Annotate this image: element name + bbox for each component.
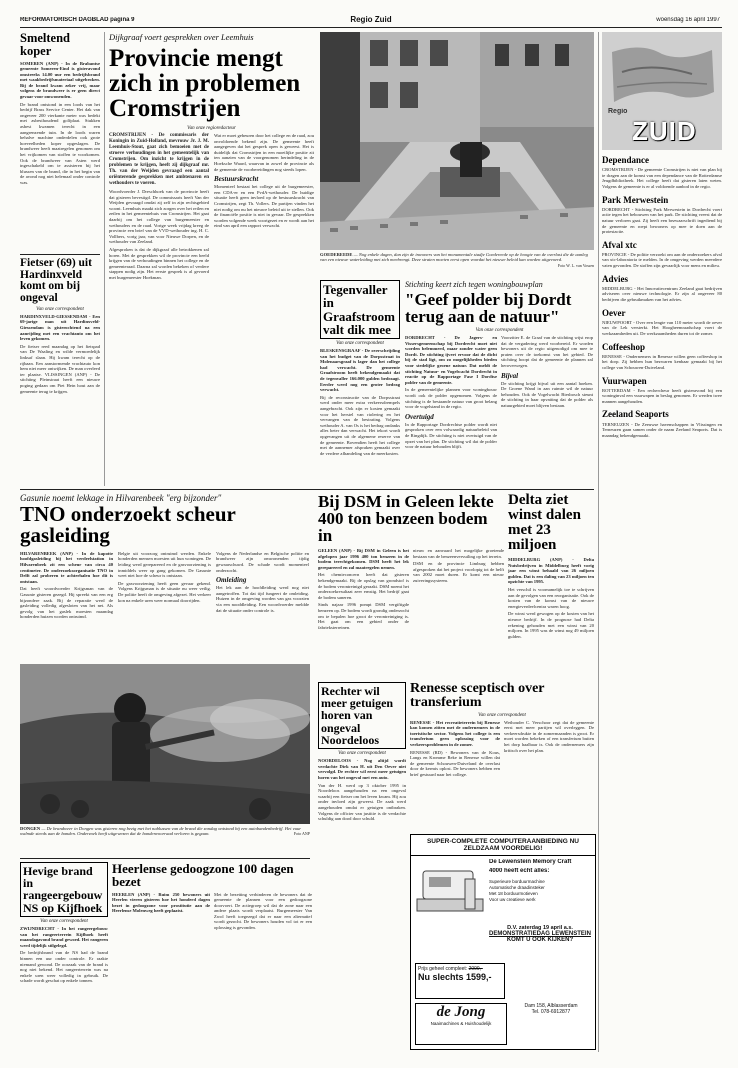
photo-credit: Foto ANP [293,831,310,837]
body: Het lek aan de hoofdleiding werd nog niet aangetroffen. Tot dat tijd fungeert de omleiding. Huizen in de omgeving worden van gas voorzien via een nooddleiding. Een woordvoerder meldde dat de situatie onder controle is. [216,585,309,613]
lead: HEERLEN (ANP) - Ruim 250 bewoners uit Heerlen vieren gisteren hoe het honderd dagen bezet in gedoogzone voor prostitutie aan de Heerlense Molenweg heeft geplaatst. [112,891,210,914]
body: Belgie uit voorzorg ontruimd werden. Enkele honderden mensen moesten uit hun woningen. De leiding werd gerepareerd en de gasvoorziening is inmiddels weer op gang gekomen. De Gasunie weet niet hoe de scheur is ontstaan. [118,550,211,579]
ad-feature: Voor uw creatieve werk [489,897,536,902]
sewing-machine-image [415,859,485,919]
lead: RENESSE - Het recreatieterrein bij Renesse kan komen zitten met de ondernemers in de toeristische sector. Volgens het college is een transferium geen oplossing voor de verkeersproblemen in de zomer. [410,719,500,747]
lead: NOORDELOOS - Nog altijd wordt verdachte Dirk van H. uit Den Oever niet vervolgd. De rechter wil eerst meer getuigen horen van het ongeval met een auto. [318,758,406,780]
subhead: Bijval [501,371,519,380]
headline: "Geef polder bij Dordt terug aan de natuur" [405,290,572,326]
body: Van der H. werd op 3 oktober 1995 in Noordeloos aangehouden na een ongeval waarbij een fietser om het leven kwam. Hij zou onder invloed zijn geweest. De zaak werd aangehouden omdat er getuigen ontbraken. Volgens de officier van justitie is de verdachte schuldig aan dood door schuld. [318,782,406,822]
article-smeltend-koper [20,32,100,252]
ad-price-box [415,963,505,999]
divider [20,858,310,859]
lead: HARDINXVELD-GIESSENDAM - Een 69-jarige man uit Hardinxveld-Giessendam is gisterochtend na een aanrijding met een vrachtauto om het leven gekomen. [20,313,100,342]
body: Met de bezetting verhinderen de bewoners dat de gemeente de plannen voor een gedoogzone doorvoert. De actiegroep wil dat de zone naar een andere plaats wordt verplaatst. Burgemeester Van Zwol heeft toegezegd dat er naar een alternatief wordt gezocht. De bewoners houden vol tot er een oplossing is gevonden. [214,891,312,931]
body: De brand ontstond in een loods van het bedrijf Brass Service Center. Het dak van ongeveer 200 vierkante meter was bedekt met asbesthoudend golfplaat. Stukken asbest kwamen terecht in een aangrenzende tuin. In de loods waren behalve machine onderdelen ook grote hoeveelheden koper opgeslagen. De brandweer heeft maatregelen genomen om het vrijkomen van stoffen te voorkomen. Ook de brandweer van Asten werd ingeschakeld om te assisteren bij het blussen van de brand, die in het begin van de avond nog niet helemaal onder controle was. [20,101,100,185]
photo-caption: GOEDEREEDE — Nog enkele dagen, dan zijn de inwoners van het monumentale stadje Goedereede op de hoogte van de overlast die de aanleg van een nieuwe waterleiding met zich meebrengt. Deze straten moeten eerst open voordat het nieuwe beleid kan worden uitgevoerd. Foto W. L. van Vossen [320,252,594,268]
ad-price-now-label: Nu slechts [418,972,464,982]
brief-title: Afval xtc [602,239,637,250]
ad-store-tag: Naaimachines & Huishoudelijk [430,1021,492,1026]
lead: MIDDELBURG (ANP) - Delta Nutsbedrijven in Middelburg heeft vorig jaar een winst behaald van 26 miljoen gulden. Dat is een daling van 23 miljoen ten opzichte van 1995. [508,557,594,585]
brief-body: TERNEUZEN - De Zeeuwse havenschappen in Vlissingen en Terneuzen gaan samen onder de naam Zeeland Seaports. Dat is maandag bekendgemaakt. [602,421,722,438]
divider [20,254,100,255]
brief-title: Dependance [602,155,649,165]
article-rechter [318,682,406,902]
ad-demo-label: D.V. zaterdag 19 april a.s. [507,925,573,931]
byline: Van onze correspondent [336,341,384,346]
article-heerlense [112,862,312,1052]
ad-feature: Superieure borduurmachine [489,879,545,884]
brief-body: PROVINCIE - De politie verzoekt om aan de onderzoekers afval van xtc-laboratoria te melden. In de omgeving werden meerdere vaten gevonden. De stoffen zijn gevaarlijk voor mens en milieu. [602,251,722,269]
body: Wethouder C. Verschoor zegt dat de gemeente eerst met meer partijen wil overleggen. De verkeersdrukte in de zomermaanden is groot. Er moet worden bekeken of een transferium buiten het dorp haalbaar is. Ook de ondernemers zijn kritisch over het plan. [504,719,594,753]
regio-logo [602,32,722,150]
byline: Van onze regioredacteur [187,126,236,131]
body: RENESSE (RD) - Bewoners van de Kous, Langs en Kromme Reke in Renesse willen dat de gemeente Schouwen-Duiveland de overlast door de kermis oplost. De bewoners hebben een brief gestuurd naar het college. [410,749,500,777]
ad-header: SUPER-COMPLETE COMPUTERAANBIEDING NU ZELDZAAM VOORDELIG! [411,835,595,856]
body: Momenteel bestaat het college uit de burgemeester, een CDA-er en een PvdA-wethouder. De huidige situatie heeft geen invloed op de bestuurskracht van Cromstrijen, zegt Th. Vollers. De partijen vinden het niet nodig om nu het nieuwe beleid uit te stellen. Ook de financiële positie is niet in gevaar. De gesprekken worden volgende week voortgezet en er wordt aan het eind van april een rapport verwacht. [214,184,314,229]
lead: SOMEREN (ANP) - In de Brabantse gemeente Someren-Eind is gisteravond omstreeks 14.00 uur een bedrijfsbrand met waakbedrijfsmateriaal uitgebroken. Bij de brand kwam zeker vrij, maar volgens de brandweer is er geen direct gevaar voor omwonenden. [20,60,100,100]
section-title: Regio Zuid [350,15,392,24]
brief-body: DORDRECHT - Stichting Park Merwestein in Dordrecht voert actie tegen het bebouwen van het park. De stichting vreest dat de natuur verloren gaat. Zij heeft een bezwaarschrift ingediend bij de gemeente en roept bewoners op mee te doen aan de protestactie. [602,206,722,235]
lead: BLESKENSGRAAF - De overschrijding van het budget van de Dorpsstraat in Molenaarsgraaf is lager dan het college had verwacht. De gemeente Graafstroom heeft bekendgemaakt dat de tegenvaller 166.000 gulden bedraagt. Eerder werd nog een groter bedrag verwacht. [320,348,400,393]
caption-place: DONGEN [20,826,41,831]
body: Dat heeft woordvoerder Krijgsman van de Gasunie gisteren gezegd. Hij spreekt van een erg bijzondere zaak. Bij de reparatie werd de gasleiding volledig afgesloten van het net. Als gevolg van het gaslek moesten maandag honderden huizen worden ontruimd. [20,586,113,620]
photo-caption: DONGEN — De brandweer in Dongen was gisteren nog bezig met het nablussen van de brand die zondag ontstond bij een autobandenbedrijf. Het vuur walmde steeds aan de banden. Onderzoek heeft uitgewezen dat de bandenvoorraad verloren is gegaan. Foto ANP [20,826,310,837]
lead: CROMSTRIJEN - De commissaris der Koningin in Zuid-Holland, mevrouw Jr. J. M. Leemhuis-Stout, gaat zich bemoeien met de stroeve verhoudingen in het gemeentelijk van Cromstrijen. Om inzicht te krijgen in de problemen te krijgen, heeft zij dijkgraaf mr. Th. van der Weijden gevraagd een aantal oriënterende gesprekken met ambtenaren en wethouders te voeren. [109,133,209,186]
ad-feature: Met 18 borduurmotieven [489,891,538,896]
subhead: Bestuurskracht [214,175,259,184]
ad-store [415,1003,507,1045]
body: Afgesproken is dat de dijkgraaf alle betrokkenen zal horen. Met de gesprekken wil de provincie een beeld krijgen van de verhoudingen binnen het college en de gemeenteraad. Daarna zal worden bekeken of verdere stappen nodig zijn. Het eerste gesprek is al gevoerd met burgemeester Hoekman. [109,246,209,280]
brief-body: CROMSTRIJEN - De gemeente Cromstrijen is niet van plan bij te dragen aan de komst van een dependance van de Rotterdamse Jeugdbibliotheek. Het college heeft dat gisteren laten weten. Volgens de gemeente is er al voldoende aanbod in de regio. [602,167,722,189]
brief-body: MIDDELBURG - Het Innovatiecentrum Zeeland gaat bedrijven adviseren over nieuwe technologie. Er zijn al ongeveer 80 bedrijven die gebruikmaken van het advies. [602,285,722,302]
ad-store-name: de Jong [436,1004,486,1020]
divider [598,32,599,1052]
article-delta [508,493,594,679]
ad-store-line1: De Lewenstein Memory Craft [489,859,572,865]
body: Wat er moet gebeuren door het college en de raad, zou onvoldoende bekend zijn. De gemeente heeft aangegeven dat het gesprek open is geweest. Het is duidelijk dat Cromstrijen in een moeilijke positie zit ten aanzien van de voorgenomen herindeling in de Hoeksche Waard, waarvan in zowel de provincie als de gemeente de voorbereidingen nog steeds lopen. [214,133,314,172]
ad-demo [489,925,591,959]
logo-wordmark: ZUID [632,116,697,146]
subhead: Omleiding [216,576,247,585]
news-briefs [602,154,722,1054]
ad-price-label: Prijs geheel compleet: [418,966,468,972]
divider [104,32,105,486]
body: Woordvoerder J. Dreschhoek van de provincie heeft dat gisteren bevestigd. De commissaris heeft Van der Weijden gevraagd omdat zij zelf in zijn rechtsgebied woont. Leemhuis maakt zich zorgen over het reilen en zeilen in het gemeentehuis van Cromstrijen. Het gaat daarbij om het college van burgemeester en wethouders en de raad. Vorige week vrijdag kreeg de provincie een brief van de VVD-wethouder ing. H. C. Vollbers, vorig jaar, van voor Nieuwe Dorpen, en de wethouder van Zeeland. [109,189,209,245]
body: De stichting krijgt bijval uit een aantal hoeken. De Groene Wand in aan ruimte wil de natuur behouden. Ook de Vogelwacht Biesbosch steunt de stichting in haar opvatting dat de polder als natuurgebied moet blijven bestaan. [501,380,593,408]
byline: Van onze correspondent [475,328,524,333]
article-renesse [410,682,594,830]
headline: Rechter wil meer getuigen horen van ongeval Noordeloos [321,684,394,747]
body: DSM en de provincie Limburg hebben afgesproken dat het project voorlopig tot de helft van 2002 moet duren. Er komt een nieuw zuiveringssysteem. [413,561,504,583]
body: In de gemeentelijke plannen voor woningbouw wordt ook de polder opgenomen. Volgens de stichting is de bestaande natuur van groot belang voor de vogelstand in de regio. [405,387,497,410]
logo-region: Regio [608,108,628,115]
ad-address-line: Dam 158, Alblasserdam [524,1003,578,1009]
headline: Provincie mengt zich in problemen Cromstrijen [109,45,301,122]
byline: Van onze correspondent [338,751,386,757]
brief-title: Vuurwapen [602,375,647,386]
body: Volgens de Nederlandse en Belgische politie en brandweer zijn omwonenden tijdig gewaarschuwd. De schade wordt momenteel onderzocht. [216,550,309,573]
kicker: Gasunie noemt lekkage in Hilvarenbeek "erg bijzonder" [20,493,222,503]
street-scene-image [320,32,594,250]
subhead: Overtuigd [405,412,434,421]
headline: TNO onderzoekt scheur gasleiding [20,502,236,548]
lead: HILVARENBEEK (ANP) - In de kapotte hoofdgasleiding bij het verdeelstation in Hilvarenbeek zit een scheur van circa 40 centimeter. De onderzoeksorganisatie TNO in Delft zal proberen te achterhalen hoe dit is ontstaan. [20,550,113,584]
fire-scene-image [20,664,310,824]
byline: Van onze correspondent [478,712,526,718]
body: De fietser reed maandag op het fietspad van De Waaling en wilde vermoedelijk linksaf slaan. Hij kwam terecht op de rijbaan. Een aanstormende vrachtauto kon hem niet meer ontwijken. De man overleed ter plaatse. VLISSINGEN (ANP) - De stichting Pleinstraat heeft een nieuwe poging gedaan om Piet Hein hout aan de gemeente terug te krijgen. [20,343,100,394]
headline: Hevige brand in rangeergebouw NS op Kijfhoek [23,864,103,915]
brief-title: Zeeland Seaports [602,409,669,420]
byline: Van onze correspondent [40,918,88,924]
ad-features [489,879,591,919]
brief-title: Coffeeshop [602,341,645,352]
brief-title: Advies [602,273,629,284]
headline: Renesse sceptisch over transferium [410,682,545,711]
masthead-date: woensdag 16 april 1997 [656,17,720,23]
divider [20,489,594,490]
article-tno [20,493,310,661]
caption-place: GOEDEREEDE [320,252,353,257]
article-cromstrijen [109,32,314,486]
body: In de Rapportage Dordrechtse polder wordt niet gesproken over een volwaardig natuurbeleid van de Ringdijk. De stichting is niet overtuigd van de opzet van het plan. De stichting wil dat de polder voor de natuur behouden blijft. [405,421,497,450]
ad-price-was: 2099,- [468,966,483,972]
headline: Fietser (69) uit Hardinxveld komt om bij ongeval [20,258,92,305]
headline: Smeltend koper [20,32,70,58]
kicker: Dijkgraaf voert gesprekken over Leemhuis [109,32,254,42]
article-polder-dordt [405,280,594,486]
brief-title: Park Merwestein [602,194,669,205]
body: Sinds najaar 1996 pompt DSM vergiftigde benzeen op. De bodem wordt grondig onderzocht om te bepalen hoe groot de verontreiniging is. Het gaat om een gebied onder de fabrieksterreinen. [318,602,409,630]
lead: GELEEN (ANP) - Bij DSM in Geleen is het afgelopen jaar 1996 400 ton benzeen in de bodem terechtgekomen. DSM heeft het lek gerepareerd en zal maatregelen nemen. [318,548,409,570]
ad-feature: Automatische draadinsteker [489,885,545,890]
body: Voorzitter E. de Graaf van de stichting wijst erop dat de vergadering werd voorbereid. Er worden bewoners uit de regio uitgenodigd om mee te praten over de toekomst van het gebied. De stichting hoopt dat de gemeente de plannen zal heroverwegen. [501,335,593,368]
body: Het chemieconcern heeft dat gisteren bekendgemaakt. Bij de opslag van grondstof is de bodem verontreinigd geraakt. DSM noemt het onderzoekresultaat zeer ernstig. Het bedrijf gaat de bodem saneren. [318,572,409,600]
lead: DORDRECHT - De Jagers- en Vissersgemeenschap bij Dordrecht moet niet worden belemmerd, maar zonder water geen Dordt. De stichting ijvert ervoor dat de dicht bij de stad ligt, om zo mogelijkheden bieden voor stedelijke groene natuur. Dat meldt de stichting Natuur- en Vogelwacht Dordrecht in reactie op de Rapportage Fase I Dordtse polder van de gemeente. [405,335,497,385]
kicker: Stichting keert zich tegen woningbouwplan [405,280,543,289]
ad-demo-title: DEMONSTRATIEDAG LEWENSTEIN [489,931,591,937]
body: Bij de reconstructie van de Dorpsstraat werd onder meer extra verkeersdrempels aangebracht. Ook zijn er kosten gemaakt voor het herstel van riolering en het vervangen van de bestrating. Volgens wethouder A. van Os is het bedrag ondanks alles beter dan verwacht. Het tekort wordt opgevangen uit de algemene reserve van de gemeente. Bovendien heeft het college met de aannemer afspraken gemaakt over de verdere afhandeling van de meerkosten. [320,394,400,456]
photo-dongen [20,664,310,824]
article-tegenvaller [320,280,400,486]
headline: Delta ziet winst dalen met 23 miljoen [508,493,581,553]
ad-store-line2: 4000 heeft echt alles: [489,868,550,874]
sewing-machine-icon [415,859,485,919]
ad-price-now: 1599,- [466,972,492,982]
caption-text: De brandweer in Dongen was gisteren nog bezig met het nablussen van de brand die zondag ontstond bij een autobandenbedrijf. Het vuur walmde steeds aan de banden. Onderzoek heeft uitgewezen dat de bandenvoorraad verloren is gegaan. [20,826,302,837]
brief-title: Oever [602,307,626,318]
byline: Van onze correspondent [36,306,84,312]
ad-phone: Tel. 078-6912877 [531,1009,571,1015]
body: De gasvoorziening heeft geen gevaar gekend. Volgens Krijgsman is de situatie nu weer veilig. De politie heeft de omgeving afgezet. Het verkeer kon na enkele uren weer normaal doorrijden. [118,580,211,603]
headline: Bij DSM in Geleen lekte 400 ton benzeen bodem in [318,493,494,545]
article-dsm [318,493,504,679]
brief-body: RENESSE - Ondernemers in Renesse willen geen coffeeshop in het dorp. Zij hebben hun bezwaren kenbaar gemaakt bij het college van Schouwen-Duiveland. [602,353,722,370]
advertisement [410,834,596,1050]
brief-body: ROTTERDAM - Een rechercheur heeft gisteravond bij een woninginval een vuurwapen in beslag genomen. Er werden twee mannen aangehouden. [602,387,722,404]
header-rule [20,27,722,28]
body: De bedrijfsbrand van de NS had de brand binnen een uur onder controle. Er raakte niemand gewond. De oorzaak van de brand is nog niet bekend. Het rangeerterrein was na enkele uren weer volledig in gebruik. De schade wordt geschat op enkele tonnen. [20,950,108,984]
photo-credit: Foto W. L. van Vossen [557,262,594,268]
caption-text: Nog enkele dagen, dan zijn de inwoners van het monumentale stadje Goedereede op de hoogte van de overlast die de aanleg van een nieuwe waterleiding met zich meebrengt. Deze straten moeten eerst open voordat het nieuwe beleid kan worden uitgevoerd. [320,252,588,263]
article-fietser [20,258,100,486]
photo-goedereede [320,32,594,250]
headline: Tegenvaller in Graafstroom valt dik mee [323,282,395,337]
brief-body: NIEUWPOORT - Over een lengte van 110 meter wordt de oever van de Lek versterkt. Het Hoogheemraadschap voert de werkzaamheden uit. De werkzaamheden duren tot de zomer. [602,319,722,336]
ad-demo-sub: KOMT U OOK KIJKEN? [506,937,574,943]
body: nieuw en aanvaard het mogelijke groeiende bestaan van de benzeenvervuiling op het terrein. [413,548,504,559]
headline: Heerlense gedoogzone 100 dagen bezet [112,862,294,890]
article-hevige-brand [20,862,108,1052]
body: De winst werd gewogen op de kosten van het nieuwe bedrijf. In de prognose had Delta rekening gehouden met een winst van 20 miljoen. In 1995 was de winst nog 49 miljoen gulden. [508,611,594,639]
ad-address [511,1003,591,1043]
lead: ZWIJNDRECHT - In het rangeergebouw van het rangeerterrein Kijfhoek heeft maandagavond brand gewoed. Het rangeren werd tijdelijk stilgelegd. [20,925,108,948]
body: Het verschil is voornamelijk toe te schrijven aan de gevolgen van een reorganisatie. Ook de kosten van de komst van de nieuwe energieverdeelcentra waren hoog. [508,586,594,609]
masthead-left: REFORMATORISCH DAGBLAD pagina 9 [20,17,135,23]
